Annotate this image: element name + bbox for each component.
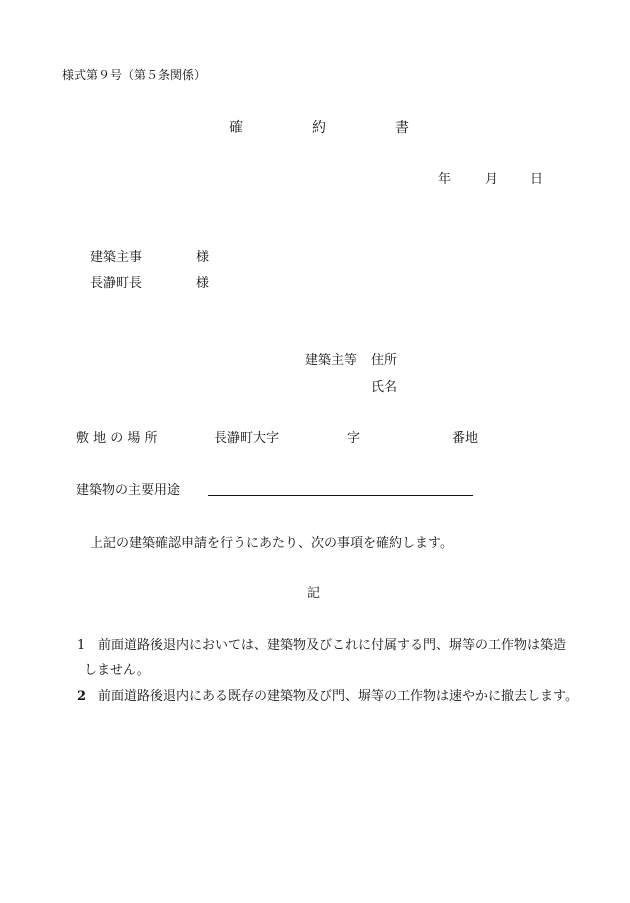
date-year: 年 [438,172,452,187]
applicant-name-label: 氏名 [371,380,398,395]
site-label: 敷 地 の 場 所 [76,431,158,446]
title-char-2: 約 [312,120,326,136]
title-char-3: 書 [395,120,409,136]
title-char-1: 確 [229,120,243,136]
item-number-1: 1 [77,638,86,653]
date-day: 日 [530,172,544,187]
site-banchi: 番地 [452,431,479,446]
applicant-address-label: 住所 [371,353,398,368]
addressee-honorific-1: 様 [196,250,210,265]
ki-heading: 記 [307,586,321,601]
form-number: 様式第９号（第５条関係） [62,68,207,82]
item-text-2-line-1: 前面道路後退内にある既存の建築物及び門、塀等の工作物は速やかに撤去します。 [98,689,578,704]
site-aza: 字 [347,431,361,446]
site-town: 長瀞町大字 [214,431,280,446]
item-number-2: 2 [77,689,87,704]
applicant-label: 建築主等 [305,353,358,368]
item-text-1-line-2: しません。 [84,663,150,678]
item-text-1-line-1: 前面道路後退内においては、建築物及びこれに付属する門、塀等の工作物は築造 [98,638,567,653]
date-month: 月 [485,172,499,187]
addressee-name-1: 建築主事 [90,250,143,265]
addressee-name-2: 長瀞町長 [90,276,143,291]
usage-label: 建築物の主要用途 [76,483,181,498]
usage-underline [208,495,473,496]
addressee-honorific-2: 様 [196,276,210,291]
intro-text: 上記の建築確認申請を行うにあたり、次の事項を確約します。 [90,536,453,551]
